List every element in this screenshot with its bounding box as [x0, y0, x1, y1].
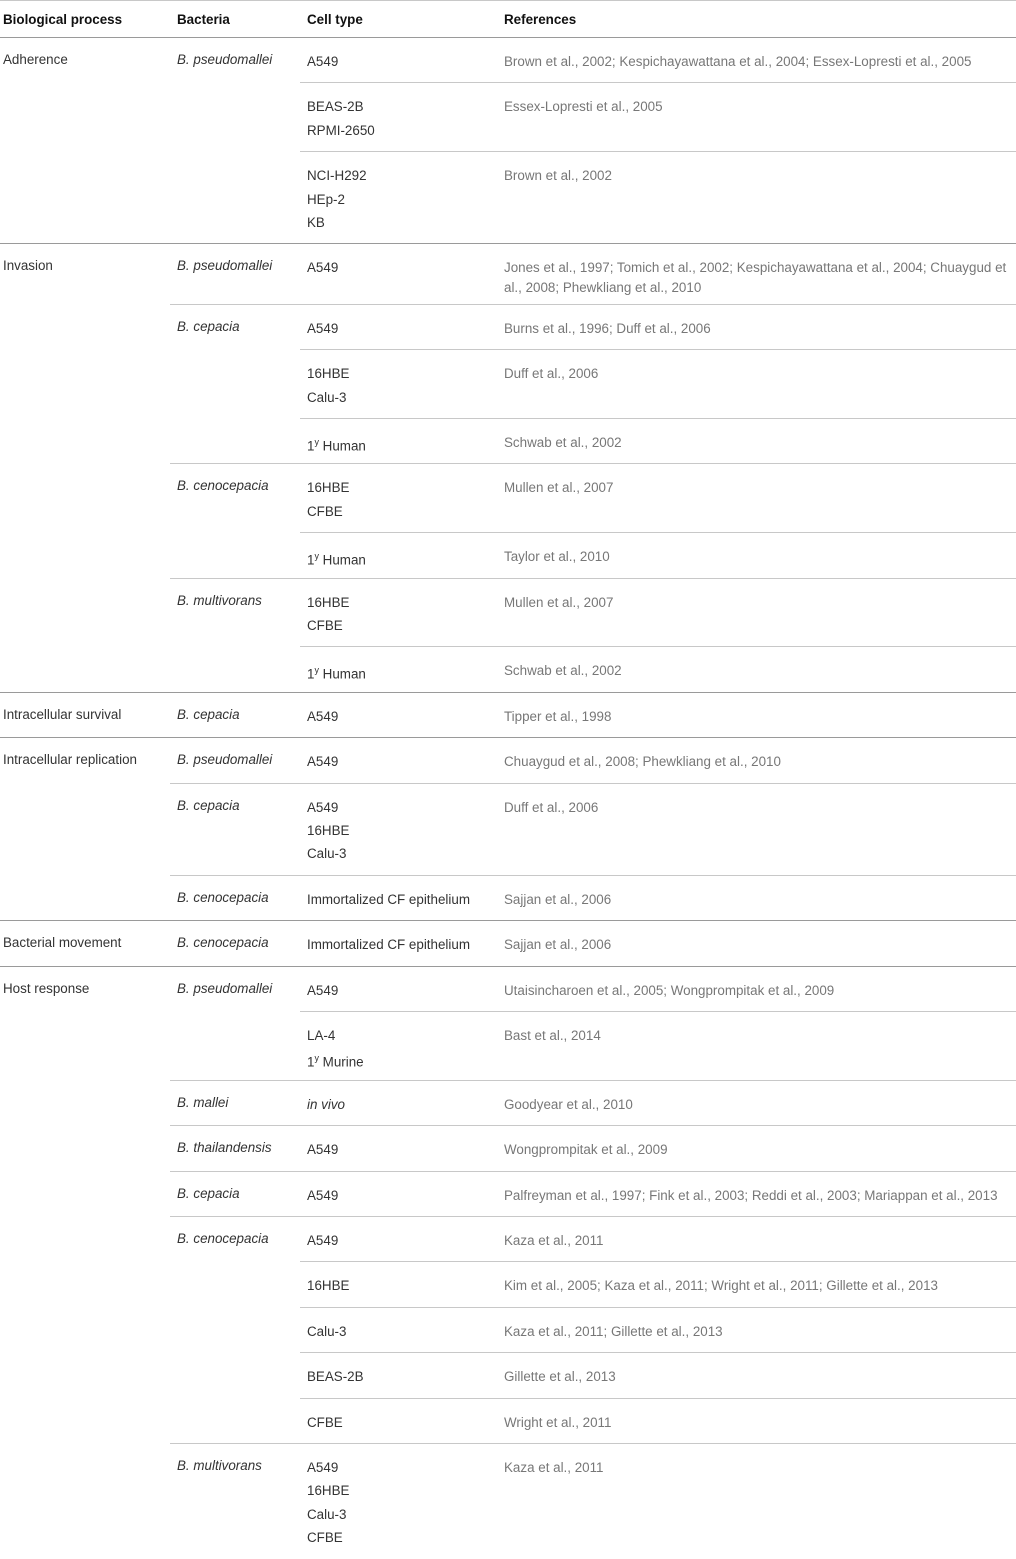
cell-type-item: A549	[307, 754, 339, 770]
references-cell: Utaisincharoen et al., 2005; Wongprompitak et al., 2009	[504, 982, 835, 998]
references-cell: Duff et al., 2006	[504, 799, 599, 815]
primary-superscript: y	[314, 436, 319, 447]
cell-type-item: HEp-2	[307, 191, 345, 207]
table-row	[300, 1012, 1016, 1080]
table-row	[300, 305, 1016, 350]
table-row	[300, 1399, 1016, 1443]
table-group	[0, 738, 1016, 921]
bacteria-name: B. cenocepacia	[177, 889, 269, 905]
cell-type-item: A549	[307, 260, 339, 276]
process-label: Invasion	[3, 258, 53, 274]
cell-type-cell	[300, 1138, 503, 1161]
primary-prefix: 1	[307, 1054, 315, 1070]
cell-type-item: 16HBE	[307, 480, 350, 496]
cell-type-item: NCI-H292	[307, 168, 367, 184]
bacteria-name: B. pseudomallei	[177, 52, 273, 67]
cell-type-cell	[300, 979, 503, 1002]
header-bacteria: Bacteria	[177, 12, 230, 27]
header-references: References	[504, 12, 577, 27]
bacteria-name: B. pseudomallei	[177, 752, 273, 768]
table-row	[300, 1081, 1016, 1125]
references-cell: Schwab et al., 2002	[504, 434, 622, 450]
cell-type-text: Human	[318, 552, 366, 568]
cell-type-item	[307, 431, 503, 454]
references-cell: Sajjan et al., 2006	[504, 937, 612, 953]
cell-type-cell	[300, 1229, 503, 1252]
cell-type-cell	[300, 750, 503, 773]
table-row	[300, 876, 1016, 920]
cell-type-cell	[300, 1184, 503, 1207]
references-cell: Kaza et al., 2011	[504, 1232, 604, 1248]
table-row	[300, 693, 1016, 737]
references-cell: Goodyear et al., 2010	[504, 1096, 633, 1112]
cell-type-item	[307, 659, 503, 682]
bacteria-name: B. cepacia	[177, 318, 240, 334]
table-row	[300, 350, 1016, 419]
cell-type-item: A549	[307, 320, 339, 336]
table-row	[300, 152, 1016, 243]
primary-superscript: y	[314, 1053, 319, 1064]
cell-type-cell	[300, 705, 503, 728]
table-row	[300, 921, 1016, 965]
cell-type-item: A549	[307, 1142, 339, 1158]
table-group	[0, 921, 1016, 966]
references-cell: Duff et al., 2006	[504, 366, 599, 382]
references-cell: Gillette et al., 2013	[504, 1369, 616, 1385]
cell-type-cell	[300, 1365, 503, 1388]
cell-type-item	[307, 1047, 503, 1070]
bacteria-block	[170, 1081, 1016, 1126]
table-row	[300, 1172, 1016, 1216]
references-cell: Sajjan et al., 2006	[504, 891, 612, 907]
cell-type-item: CFBE	[307, 1414, 343, 1430]
primary-prefix: 1	[307, 552, 315, 568]
table-row	[300, 784, 1016, 875]
table-row	[300, 738, 1016, 782]
references-cell: Jones et al., 1997; Tomich et al., 2002; Kespichayawattana et al., 2004; Chuaygud et al., 2008; Phewkliang et al., 2010	[504, 260, 1007, 295]
bacteria-name: B. pseudomallei	[177, 980, 273, 996]
cell-type-text: Murine	[318, 1054, 364, 1070]
table-row	[300, 1308, 1016, 1353]
references-cell: Mullen et al., 2007	[504, 480, 614, 496]
table-row	[300, 83, 1016, 152]
cell-type-item: Immortalized CF epithelium	[307, 937, 470, 953]
cell-type-text: Human	[318, 438, 366, 454]
bacteria-block	[170, 1126, 1016, 1171]
references-cell: Mullen et al., 2007	[504, 594, 614, 610]
cell-type-item: RPMI-2650	[307, 122, 375, 138]
cell-type-cell	[300, 1320, 503, 1343]
cell-type-item: A549	[307, 1459, 339, 1475]
bacteria-name: B. cenocepacia	[177, 478, 269, 494]
references-cell: Tipper et al., 1998	[504, 708, 612, 724]
bacteria-name: B. cenocepacia	[177, 1230, 269, 1246]
references-cell: Bast et al., 2014	[504, 1027, 601, 1043]
header-process: Biological process	[3, 12, 123, 27]
bacteria-block	[170, 693, 1016, 737]
table-row	[300, 1353, 1016, 1398]
bacteria-block	[170, 1444, 1016, 1559]
bacteria-block	[170, 1172, 1016, 1217]
bacteria-block	[170, 579, 1016, 692]
bacteria-name: B. pseudomallei	[177, 258, 273, 274]
table-row	[300, 967, 1016, 1012]
references-cell: Essex-Lopresti et al., 2005	[504, 99, 663, 115]
references-cell: Brown et al., 2002	[504, 168, 612, 184]
table-row	[300, 579, 1016, 648]
table-row	[300, 1444, 1016, 1559]
cell-type-item: A549	[307, 799, 339, 815]
primary-prefix: 1	[307, 666, 315, 682]
table-group	[0, 693, 1016, 738]
cell-type-item: A549	[307, 1232, 339, 1248]
cell-type-item: 16HBE	[307, 822, 350, 838]
bacteria-name: B. cenocepacia	[177, 935, 269, 951]
cell-type-item: A549	[307, 1187, 339, 1203]
cell-type-item: Immortalized CF epithelium	[307, 891, 470, 907]
cell-type-cell	[300, 317, 503, 340]
table-header	[0, 1, 1016, 38]
cell-type-item: BEAS-2B	[307, 99, 364, 115]
cell-type-cell	[300, 545, 503, 568]
table-group	[0, 38, 1016, 244]
cell-type-cell	[300, 50, 503, 73]
table-row	[300, 647, 1016, 691]
cell-type-cell	[300, 362, 503, 409]
cell-type-item: CFBE	[307, 617, 343, 633]
process-label: Adherence	[3, 52, 68, 67]
process-label: Intracellular replication	[3, 752, 137, 768]
cell-type-cell	[300, 1093, 503, 1116]
references-cell: Kaza et al., 2011	[504, 1459, 604, 1475]
references-cell: Taylor et al., 2010	[504, 549, 610, 565]
process-label: Host response	[3, 980, 90, 996]
cell-type-cell	[300, 933, 503, 956]
bacteria-block	[170, 784, 1016, 876]
table-row	[300, 38, 1016, 83]
cell-type-cell	[300, 164, 503, 234]
cell-type-item: A549	[307, 708, 339, 724]
cell-type-cell	[300, 256, 503, 279]
bacteria-name: B. cepacia	[177, 706, 240, 722]
bacteria-name: B. mallei	[177, 1094, 229, 1110]
references-cell: Wongprompitak et al., 2009	[504, 1142, 668, 1158]
references-cell: Chuaygud et al., 2008; Phewkliang et al., 2010	[504, 754, 781, 770]
cell-type-item: LA-4	[307, 1027, 336, 1043]
primary-superscript: y	[314, 551, 319, 562]
bacteria-block	[170, 305, 1016, 465]
header-cell-type: Cell type	[307, 12, 363, 27]
bacteria-name: B. cepacia	[177, 797, 240, 813]
table-group	[0, 244, 1016, 692]
references-cell: Brown et al., 2002; Kespichayawattana et al., 2004; Essex-Lopresti et al., 2005	[504, 54, 972, 69]
cell-type-item: 16HBE	[307, 1483, 350, 1499]
cell-type-cell	[300, 659, 503, 682]
table-row	[300, 1126, 1016, 1170]
cell-type-cell	[300, 888, 503, 911]
table-body	[0, 38, 1016, 1559]
table-row	[300, 533, 1016, 577]
cell-type-item: A549	[307, 54, 339, 69]
cell-type-cell	[300, 95, 503, 142]
cell-type-item: 16HBE	[307, 366, 350, 382]
cell-type-item	[307, 545, 503, 568]
cell-type-item: BEAS-2B	[307, 1369, 364, 1385]
cell-type-item: CFBE	[307, 1530, 343, 1546]
table-row	[300, 244, 1016, 303]
cell-type-item: 16HBE	[307, 1278, 350, 1294]
references-cell: Kaza et al., 2011; Gillette et al., 2013	[504, 1323, 723, 1339]
cell-type-cell	[300, 796, 503, 866]
cell-type-item: in vivo	[307, 1096, 345, 1112]
cell-type-cell	[300, 476, 503, 523]
cell-type-item: CFBE	[307, 503, 343, 519]
process-label: Bacterial movement	[3, 935, 122, 951]
bacteria-block	[170, 738, 1016, 783]
cell-type-cell	[300, 431, 503, 454]
bacteria-block	[170, 876, 1016, 920]
bacteria-block	[170, 967, 1016, 1081]
references-cell: Kim et al., 2005; Kaza et al., 2011; Wright et al., 2011; Gillette et al., 2013	[504, 1278, 938, 1294]
cell-type-item: Calu-3	[307, 389, 347, 405]
process-label: Intracellular survival	[3, 706, 122, 722]
cell-type-item: KB	[307, 214, 325, 230]
table-row	[300, 1262, 1016, 1307]
cell-type-cell	[300, 1411, 503, 1434]
table-row	[300, 419, 1016, 463]
table-row	[300, 464, 1016, 533]
bacteria-block	[170, 464, 1016, 578]
cell-type-cell	[300, 1024, 503, 1071]
cell-type-item: Calu-3	[307, 1506, 347, 1522]
bacteria-block	[170, 921, 1016, 965]
cell-type-cell	[300, 1274, 503, 1297]
bacteria-name: B. multivorans	[177, 1457, 262, 1473]
bacteria-name: B. cepacia	[177, 1185, 240, 1201]
cell-type-item: A549	[307, 982, 339, 998]
primary-prefix: 1	[307, 438, 315, 454]
table-group	[0, 967, 1016, 1559]
references-cell: Palfreyman et al., 1997; Fink et al., 2003; Reddi et al., 2003; Mariappan et al., 2013	[504, 1187, 998, 1203]
bacteria-name: B. multivorans	[177, 592, 262, 608]
primary-superscript: y	[314, 665, 319, 676]
cell-type-item: Calu-3	[307, 1323, 347, 1339]
cell-type-cell	[300, 591, 503, 638]
bacteria-block	[170, 244, 1016, 304]
bacteria-name: B. thailandensis	[177, 1140, 272, 1156]
references-cell: Wright et al., 2011	[504, 1414, 612, 1430]
references-cell: Schwab et al., 2002	[504, 663, 622, 679]
cell-type-cell	[300, 1456, 503, 1550]
bacteria-block	[170, 1217, 1016, 1444]
table-row	[300, 1217, 1016, 1262]
cell-type-text: Human	[318, 666, 366, 682]
cell-type-item: Calu-3	[307, 846, 347, 862]
references-cell: Burns et al., 1996; Duff et al., 2006	[504, 320, 711, 336]
cell-type-item: 16HBE	[307, 594, 350, 610]
bacteria-block	[170, 38, 1016, 243]
